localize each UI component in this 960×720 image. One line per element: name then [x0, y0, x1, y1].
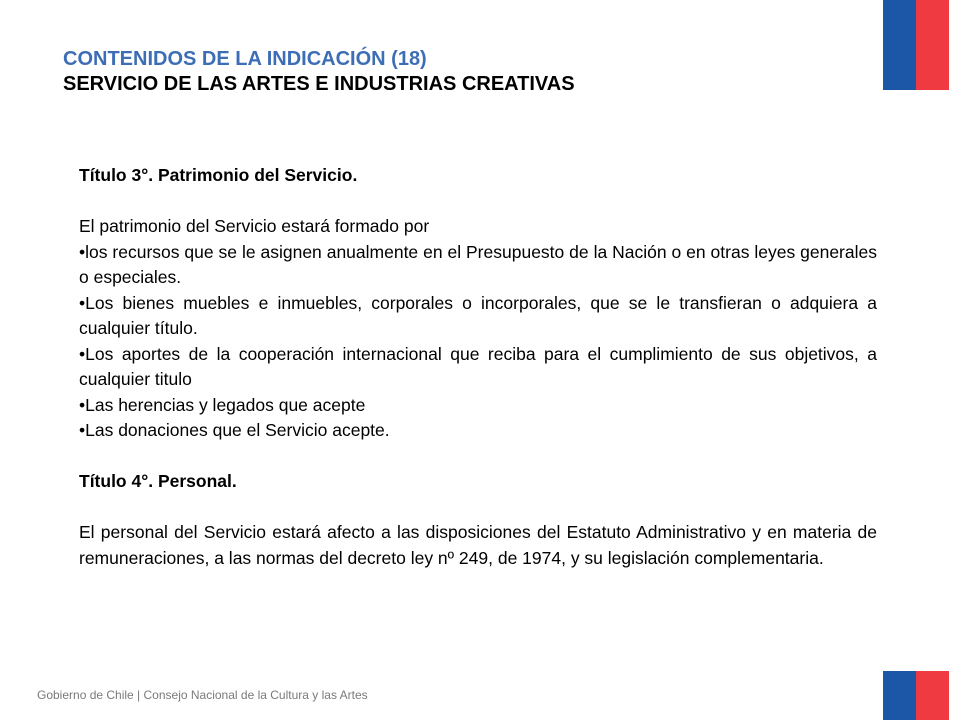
flag-blue-stripe-top	[883, 0, 916, 90]
list-item: •Las herencias y legados que acepte	[79, 394, 366, 415]
section4-body: El personal del Servicio estará afecto a las disposiciones del Estatuto Administrativo y en materia de remuneraciones, a las normas del decreto ley nº 249, de 1974, y su legislación complementaria.	[79, 522, 877, 568]
footer-text: Gobierno de Chile | Consejo Nacional de la Cultura y las Artes	[37, 688, 368, 702]
section3-intro: El patrimonio del Servicio estará formado por	[79, 216, 430, 236]
section3-heading: Título 3°. Patrimonio del Servicio.	[79, 165, 358, 185]
section3-bullet-list	[79, 240, 877, 444]
slide-title-line2: SERVICIO DE LAS ARTES E INDUSTRIAS CREATIVAS	[63, 73, 575, 95]
flag-red-stripe-bottom	[916, 671, 949, 720]
list-item: •los recursos que se le asignen anualmente en el Presupuesto de la Nación o en otras leyes generales o especiales.	[79, 241, 877, 287]
section4-heading: Título 4°. Personal.	[79, 471, 237, 491]
spacer	[79, 495, 877, 521]
slide-content	[79, 163, 877, 571]
flag-red-stripe-top	[916, 0, 949, 90]
list-item: •Los bienes muebles e inmuebles, corporales o incorporales, que se le transfieran o adquiera a cualquier título.	[79, 292, 877, 338]
spacer	[79, 189, 877, 215]
slide-title-line1: CONTENIDOS DE LA INDICACIÓN (18)	[63, 48, 427, 70]
list-item: •Los aportes de la cooperación internacional que reciba para el cumplimiento de sus objetivos, a cualquier titulo	[79, 343, 877, 389]
flag-blue-stripe-bottom	[883, 671, 916, 720]
spacer	[79, 444, 877, 470]
list-item: •Las donaciones que el Servicio acepte.	[79, 420, 390, 440]
slide-title	[63, 47, 575, 97]
